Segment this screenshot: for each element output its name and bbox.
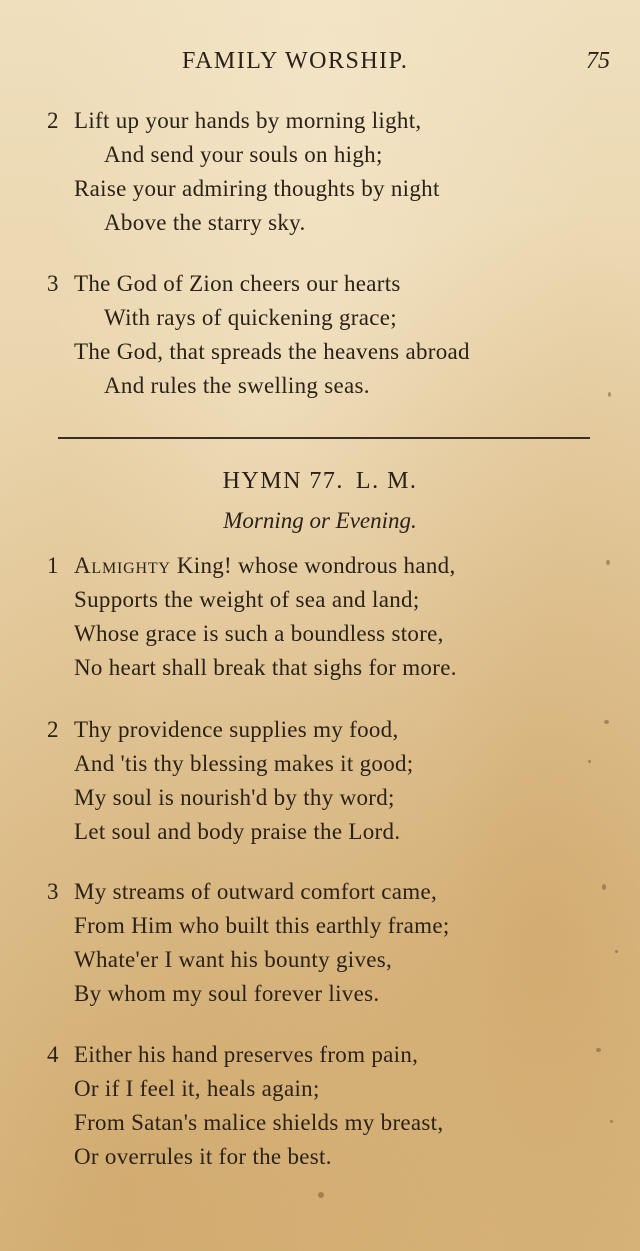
hymn-title [0,468,640,495]
verse-text: Whose grace is such a boundless store, [74,621,444,646]
verse-text: And 'tis thy blessing makes it good; [74,751,414,776]
paper-speck [615,950,618,953]
verse-line [0,210,640,244]
hymn-stanza-1 [0,553,640,689]
verse-line [0,879,640,913]
verse-text: And rules the swelling seas. [104,373,370,398]
stanza-number: 2 [47,108,59,133]
verse-line [0,981,640,1015]
verse-line [0,305,640,339]
verse-line [0,913,640,947]
paper-speck [608,392,611,397]
stanza-number: 3 [47,879,59,904]
verse-text: Above the starry sky. [104,210,306,235]
hymn-stanza-2 [0,717,640,853]
verse-text: Lift up your hands by morning light, [74,108,422,133]
verse-line [0,1144,640,1178]
verse-text: My soul is nourish'd by thy word; [74,785,395,810]
verse-line [0,142,640,176]
continued-stanza-3 [0,271,640,407]
running-title: FAMILY WORSHIP. [182,48,409,74]
verse-text: Or overrules it for the best. [74,1144,332,1169]
paper-speck [604,720,609,724]
verse-line [0,717,640,751]
hymn-subtitle: Morning or Evening. [223,508,417,533]
verse-line [0,621,640,655]
first-line-rest: King! whose wondrous hand, [176,553,456,578]
verse-line [0,1076,640,1110]
verse-text: No heart shall break that sighs for more. [74,655,457,680]
continued-stanza-2 [0,108,640,244]
verse-text: From Satan's malice shields my breast, [74,1110,444,1135]
hymn-meter: L. M. [355,468,418,494]
verse-line [0,1110,640,1144]
hymn-heading: HYMN 77. [222,468,344,494]
verse-text: Thy providence supplies my food, [74,717,399,742]
verse-line [0,655,640,689]
first-word-small-caps: Almighty [74,553,171,578]
verse-line [0,819,640,853]
verse-text [74,553,456,579]
paper-speck [602,884,606,890]
verse-line [0,373,640,407]
section-divider [58,437,590,439]
verse-text: By whom my soul forever lives. [74,981,380,1006]
verse-text: Let soul and body praise the Lord. [74,819,401,844]
stanza-number: 1 [47,553,59,578]
verse-text: The God of Zion cheers our hearts [74,271,401,296]
verse-line [0,947,640,981]
verse-text: Either his hand preserves from pain, [74,1042,419,1067]
paper-speck [596,1048,601,1052]
page-number: 75 [586,48,610,74]
hymn-stanza-3 [0,879,640,1015]
verse-text: With rays of quickening grace; [104,305,397,330]
running-head [0,48,640,84]
verse-text: Raise your admiring thoughts by night [74,176,440,201]
verse-line [0,751,640,785]
verse-line [0,271,640,305]
verse-line [0,553,640,587]
paper-speck [318,1192,324,1198]
verse-text: Or if I feel it, heals again; [74,1076,320,1101]
stanza-number: 4 [47,1042,59,1067]
verse-text: And send your souls on high; [104,142,383,167]
verse-text: The God, that spreads the heavens abroad [74,339,470,364]
stanza-number: 3 [47,271,59,296]
verse-line [0,1042,640,1076]
verse-text: My streams of outward comfort came, [74,879,438,904]
paper-speck [588,760,591,763]
paper-speck [610,1120,613,1123]
verse-text: Supports the weight of sea and land; [74,587,420,612]
verse-line [0,785,640,819]
verse-line [0,176,640,210]
verse-line [0,587,640,621]
verse-line [0,339,640,373]
verse-text: Whate'er I want his bounty gives, [74,947,393,972]
verse-text: From Him who built this earthly frame; [74,913,450,938]
stanza-number: 2 [47,717,59,742]
hymn-stanza-4 [0,1042,640,1178]
paper-speck [606,560,610,565]
verse-line [0,108,640,142]
